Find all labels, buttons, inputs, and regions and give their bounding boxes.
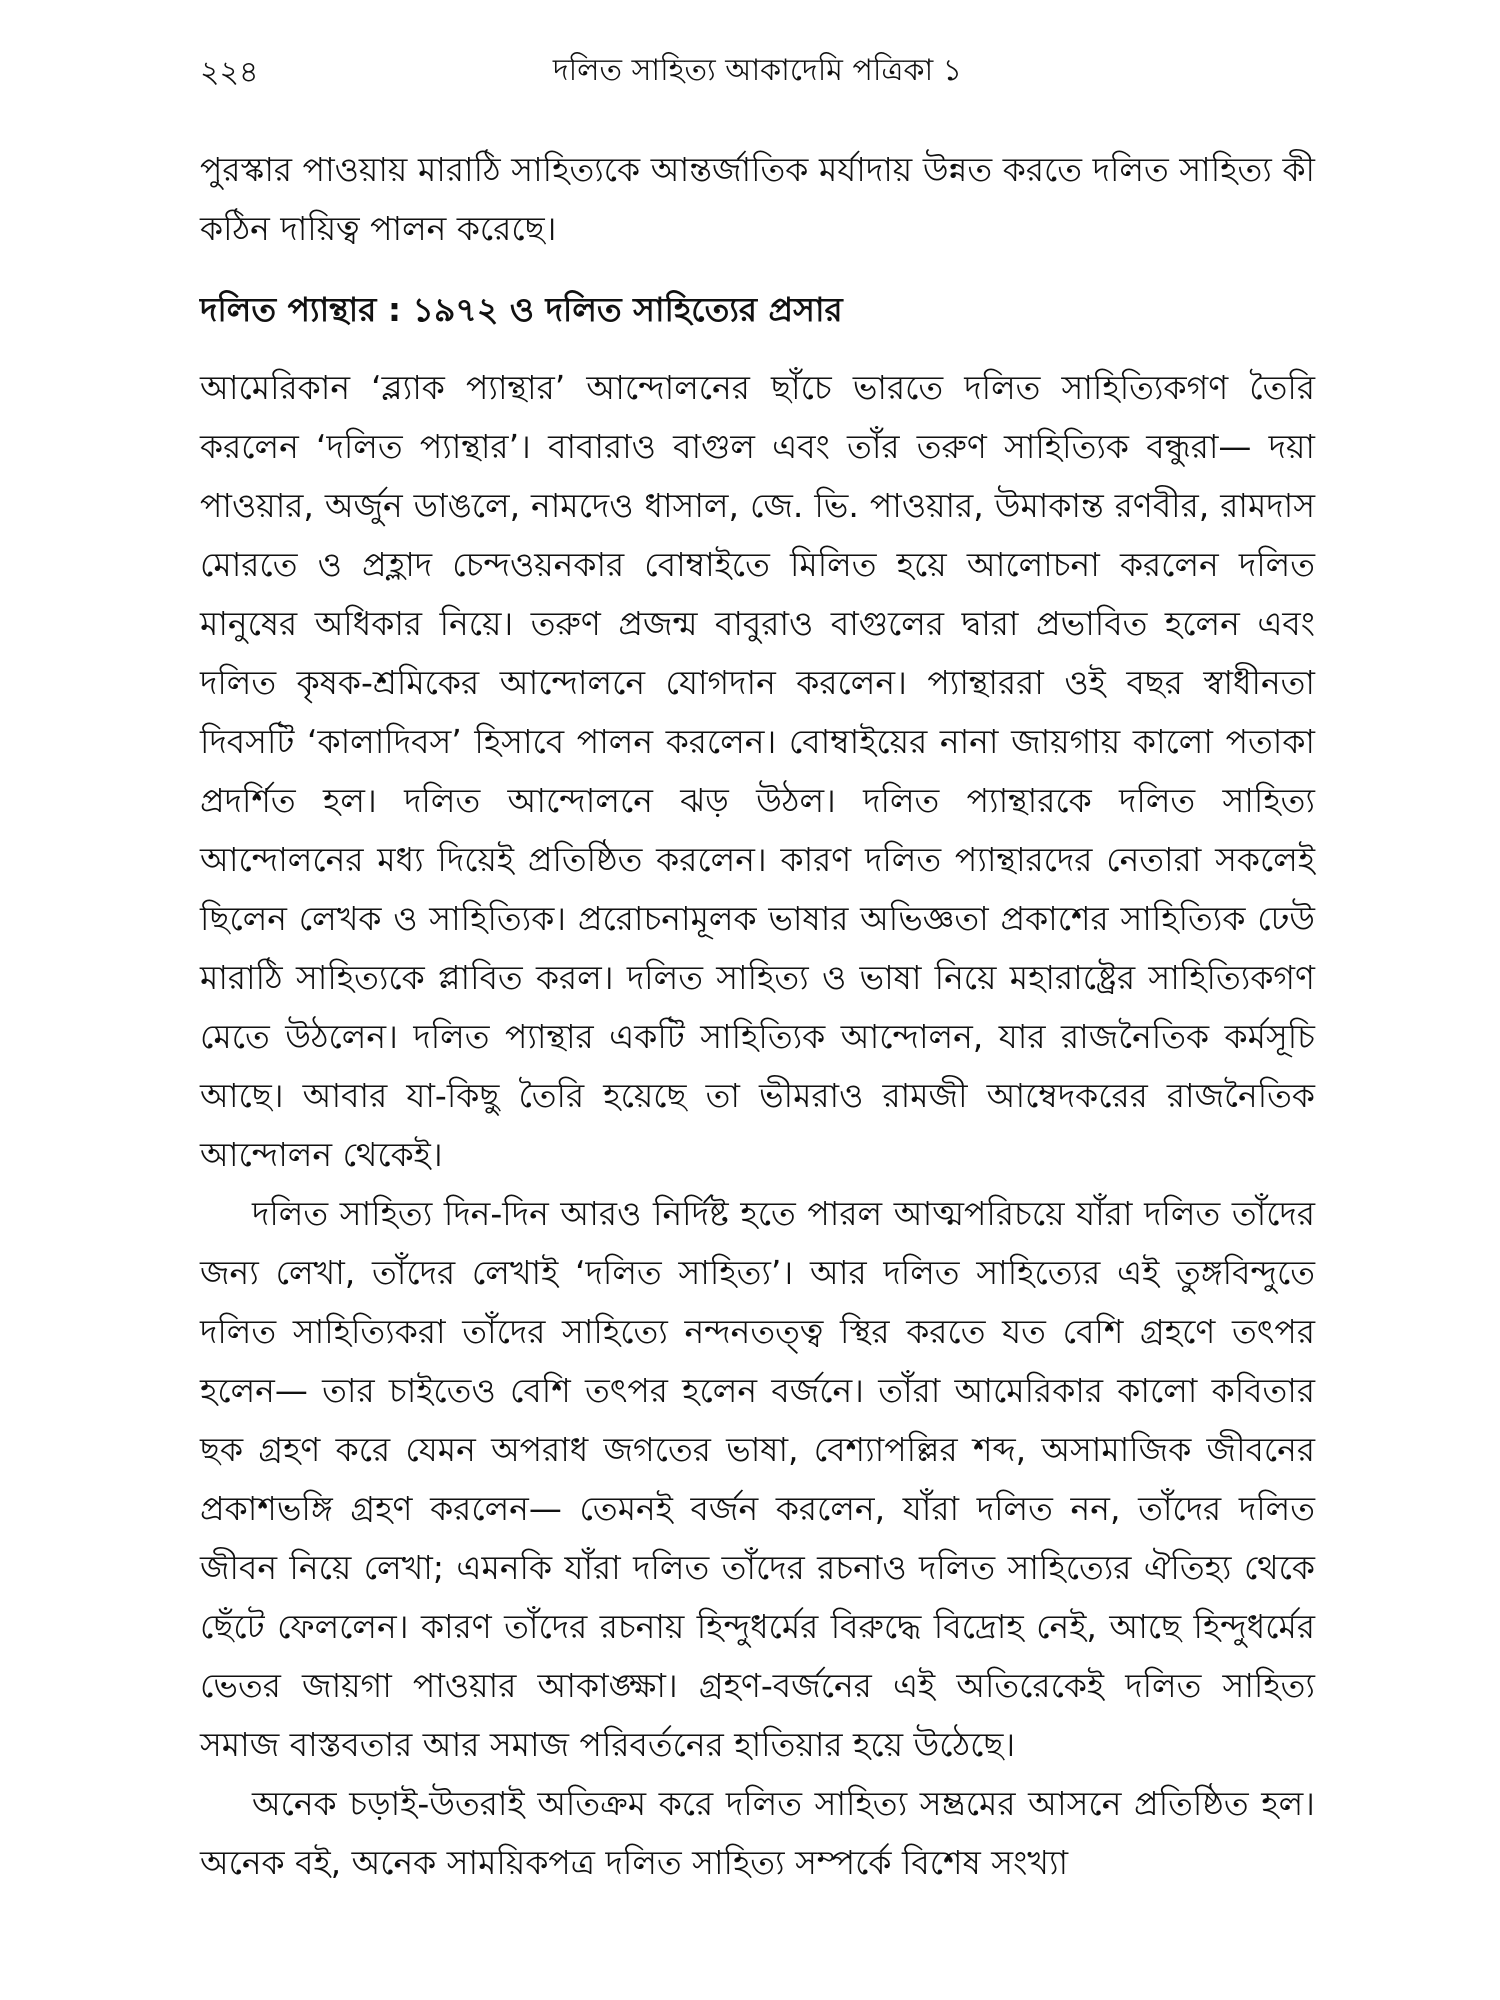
section-heading: দলিত প্যান্থার : ১৯৭২ ও দলিত সাহিত্যের প্রসার <box>200 290 843 329</box>
page-number: ২২৪ <box>200 55 259 90</box>
body-text <box>200 140 1315 1892</box>
paragraph-1: পুরস্কার পাওয়ায় মারাঠি সাহিত্যকে আন্তর্জাতিক মর্যাদায় উন্নত করতে দলিত সাহিত্য কী কঠিন দায়িত্ব পালন করেছে। <box>200 150 1315 248</box>
running-header <box>200 38 1315 98</box>
journal-title: দলিত সাহিত্য আকাদেমি পত্রিকা ১ <box>552 53 963 88</box>
paragraph-4: অনেক চড়াই-উতরাই অতিক্রম করে দলিত সাহিত্য সম্ভ্রমের আসনে প্রতিষ্ঠিত হল। অনেক বই, অনেক সাময়িকপত্র দলিত সাহিত্য সম্পর্কে বিশেষ সংখ্যা <box>200 1784 1315 1882</box>
paragraph-3: দলিত সাহিত্য দিন-দিন আরও নির্দিষ্ট হতে পারল আত্মপরিচয়ে যাঁরা দলিত তাঁদের জন্য লেখা, তাঁদের লেখাই ‘দলিত সাহিত্য’। আর দলিত সাহিত্যের এই তুঙ্গবিন্দুতে দলিত সাহিত্যিকরা তাঁদের সাহিত্যে নন্দনতত্ত্ব স্থির করতে যত বেশি গ্রহণে তৎপর হলেন— তার চাইতেও বেশি তৎপর হলেন বর্জনে। তাঁরা আমেরিকার কালো কবিতার ছক গ্রহণ করে যেমন অপরাধ জগতের ভাষা, বেশ্যাপল্লির শব্দ, অসামাজিক জীবনের প্রকাশভঙ্গি গ্রহণ করলেন— তেমনই বর্জন করলেন, যাঁরা দলিত নন, তাঁদের দলিত জীবন নিয়ে লেখা; এমনকি যাঁরা দলিত তাঁদের রচনাও দলিত সাহিত্যের ঐতিহ্য থেকে ছেঁটে ফেললেন। কারণ তাঁদের রচনায় হিন্দুধর্মের বিরুদ্ধে বিদ্রোহ নেই, আছে হিন্দুধর্মের ভেতর জায়গা পাওয়ার আকাঙ্ক্ষা। গ্রহণ-বর্জনের এই অতিরেকেই দলিত সাহিত্য সমাজ বাস্তবতার আর সমাজ পরিবর্তনের হাতিয়ার হয়ে উঠেছে। <box>200 1194 1315 1764</box>
paragraph-2: আমেরিকান ‘ব্ল্যাক প্যান্থার’ আন্দোলনের ছাঁচে ভারতে দলিত সাহিত্যিকগণ তৈরি করলেন ‘দলিত প্যান্থার’। বাবারাও বাগুল এবং তাঁর তরুণ সাহিত্যিক বন্ধুরা— দয়া পাওয়ার, অর্জুন ডাঙলে, নামদেও ধাসাল, জে. ভি. পাওয়ার, উমাকান্ত রণবীর, রামদাস মোরতে ও প্রহ্লাদ চেন্দওয়নকার বোম্বাইতে মিলিত হয়ে আলোচনা করলেন দলিত মানুষের অধিকার নিয়ে। তরুণ প্রজন্ম বাবুরাও বাগুলের দ্বারা প্রভাবিত হলেন এবং দলিত কৃষক-শ্রমিকের আন্দোলনে যোগদান করলেন। প্যান্থাররা ওই বছর স্বাধীনতা দিবসটি ‘কালাদিবস’ হিসাবে পালন করলেন। বোম্বাইয়ের নানা জায়গায় কালো পতাকা প্রদর্শিত হল। দলিত আন্দোলনে ঝড় উঠল। দলিত প্যান্থারকে দলিত সাহিত্য আন্দোলনের মধ্য দিয়েই প্রতিষ্ঠিত করলেন। কারণ দলিত প্যান্থারদের নেতারা সকলেই ছিলেন লেখক ও সাহিত্যিক। প্ররোচনামূলক ভাষার অভিজ্ঞতা প্রকাশের সাহিত্যিক ঢেউ মারাঠি সাহিত্যকে প্লাবিত করল। দলিত সাহিত্য ও ভাষা নিয়ে মহারাষ্ট্রের সাহিত্যিকগণ মেতে উঠলেন। দলিত প্যান্থার একটি সাহিত্যিক আন্দোলন, যার রাজনৈতিক কর্মসূচি আছে। আবার যা-কিছু তৈরি হয়েছে তা ভীমরাও রামজী আম্বেদকরের রাজনৈতিক আন্দোলন থেকেই। <box>200 368 1316 1174</box>
